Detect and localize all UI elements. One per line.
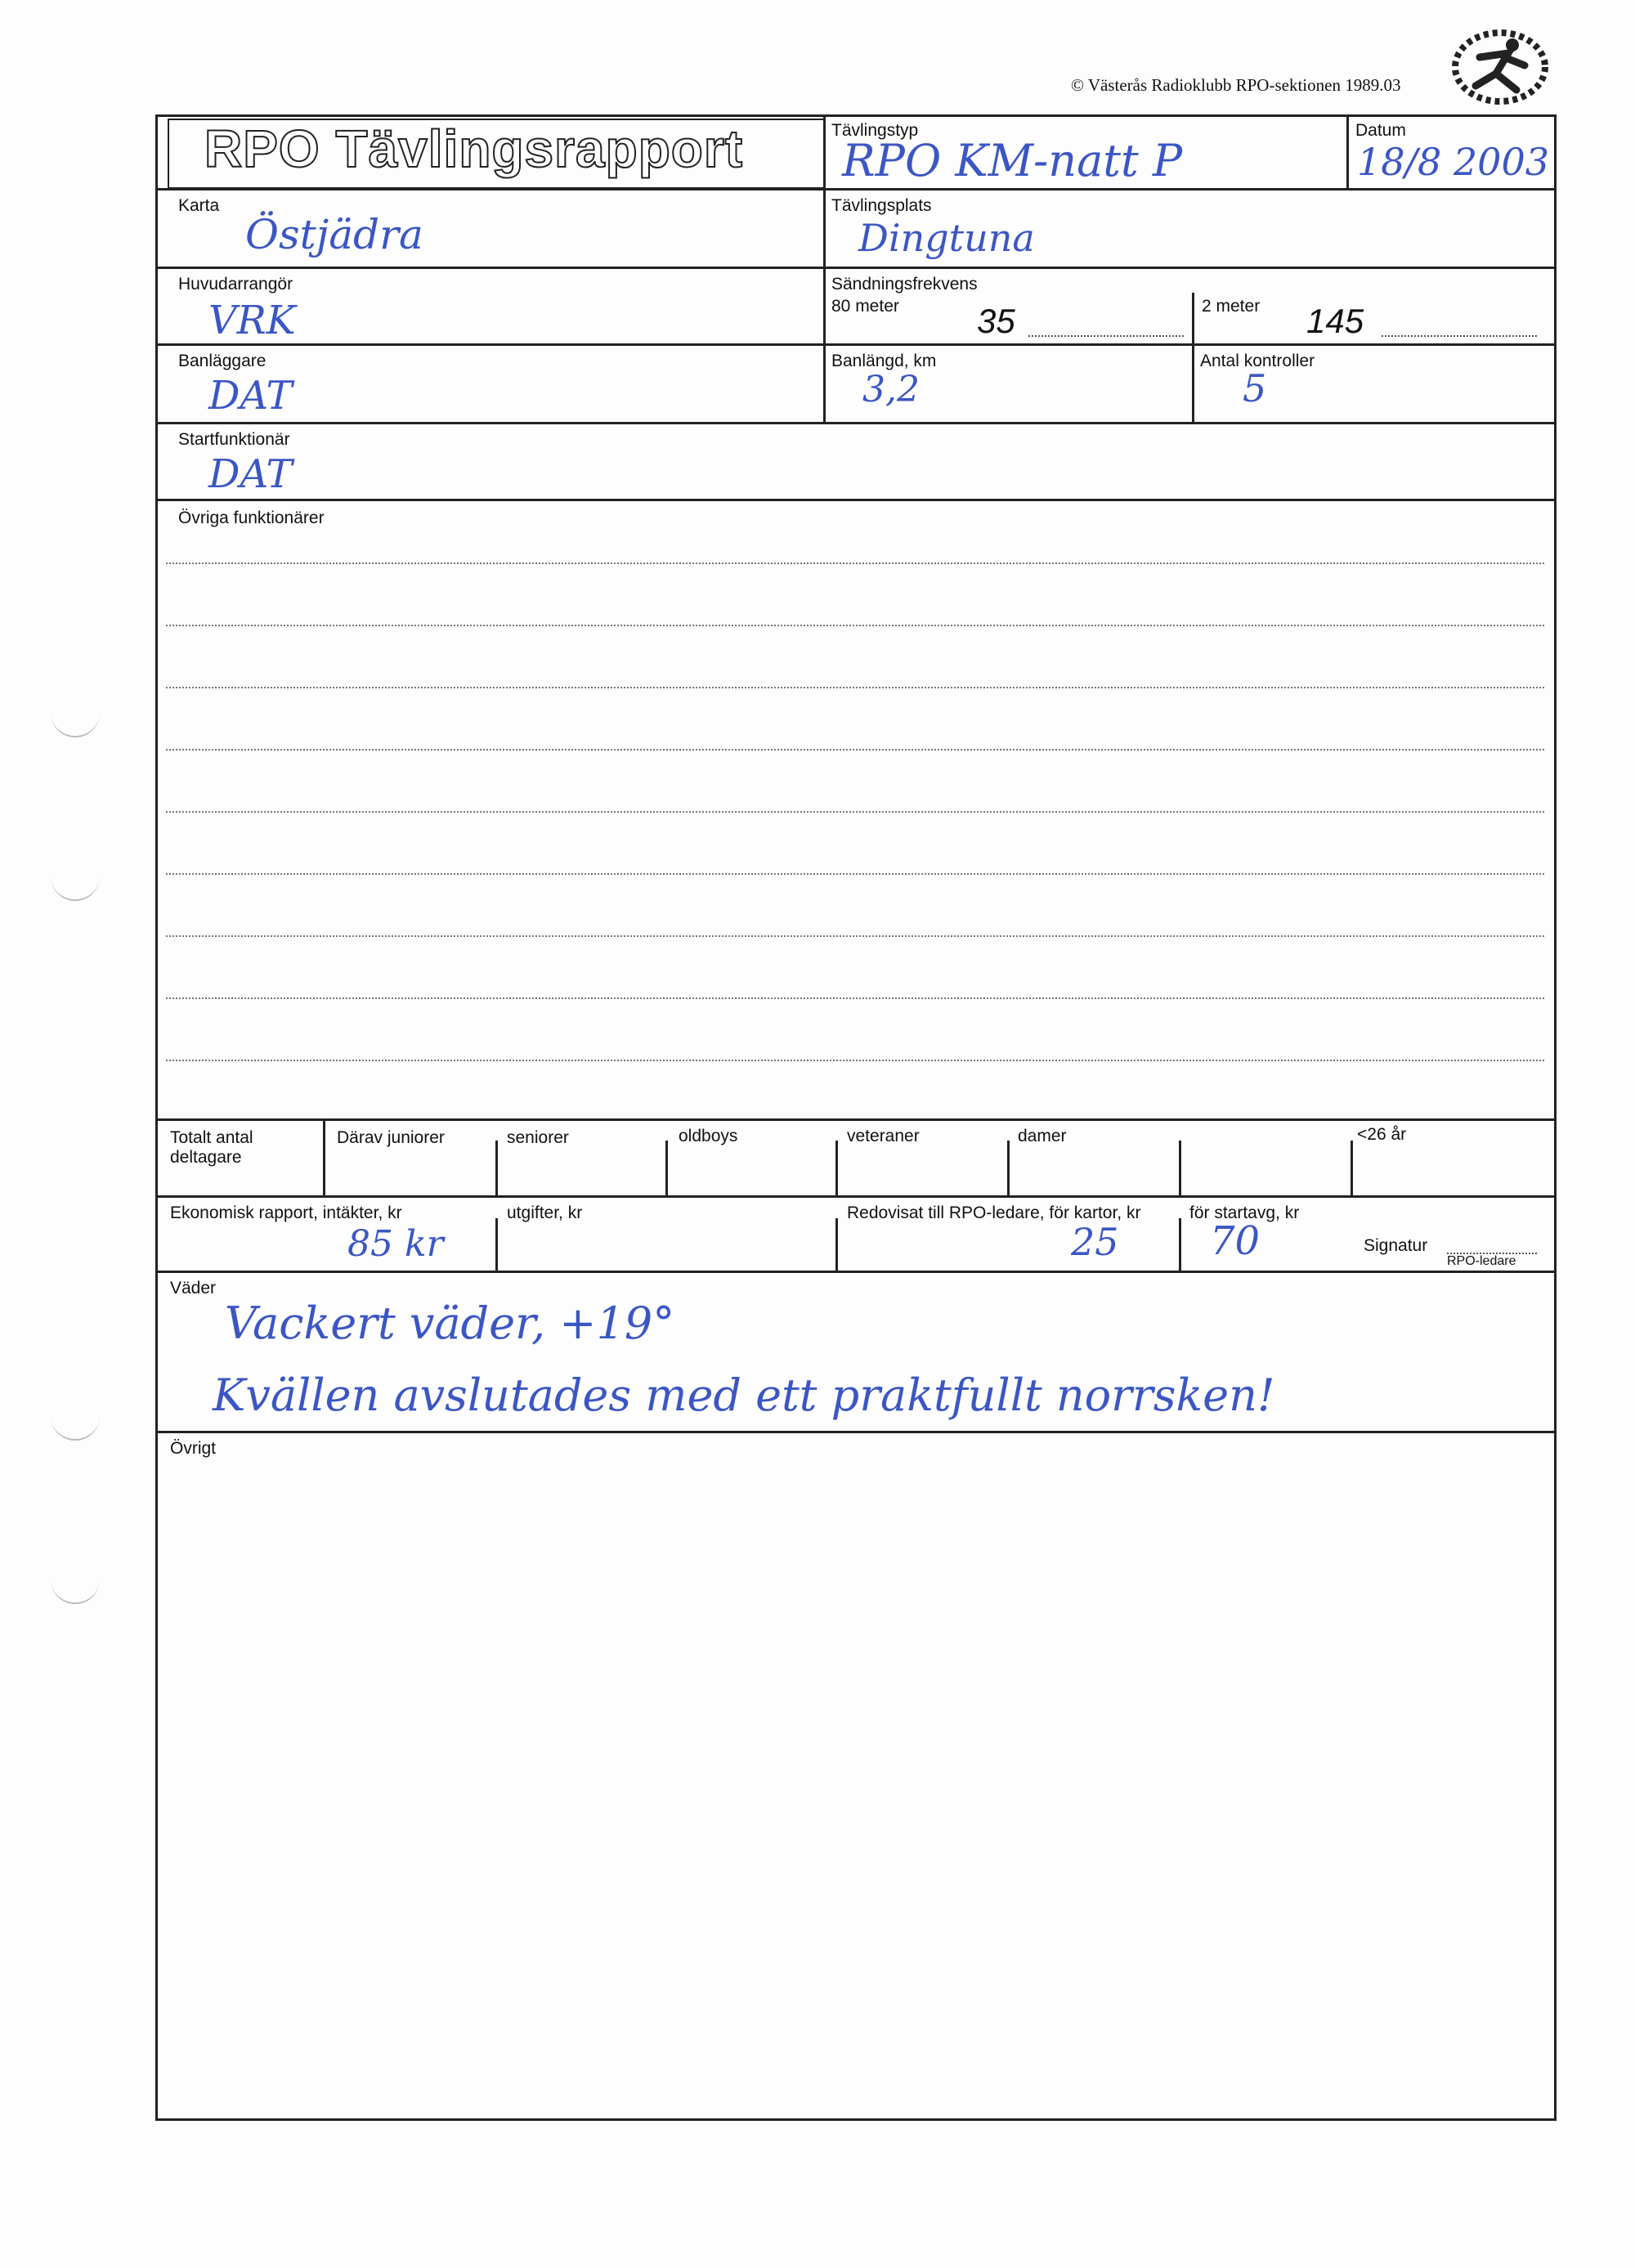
dotted-leader — [1028, 335, 1184, 337]
writing-line[interactable] — [166, 935, 1544, 937]
banlangd-value[interactable]: 3,2 — [862, 369, 920, 410]
banlaggare-label: Banläggare — [178, 352, 267, 370]
banlaggare-value[interactable]: DAT — [208, 373, 293, 419]
column-divider — [1179, 1141, 1181, 1195]
column-divider — [1007, 1141, 1010, 1195]
sandningsfrekvens-label: Sändningsfrekvens — [831, 275, 978, 294]
punch-hole-mark — [51, 1570, 100, 1604]
startfunktionar-value[interactable]: DAT — [208, 451, 293, 497]
row-divider — [155, 422, 1554, 424]
karta-value[interactable]: Östjädra — [245, 211, 423, 258]
column-divider — [1346, 114, 1349, 190]
datum-label: Datum — [1355, 121, 1406, 140]
ovrigt-label: Övrigt — [170, 1439, 217, 1458]
column-divider — [835, 1141, 838, 1195]
frekvens-80m-label: 80 meter — [831, 297, 899, 316]
juniorer-label: Därav juniorer — [337, 1128, 445, 1147]
signatur-label: Signatur — [1364, 1236, 1428, 1255]
row-divider — [155, 188, 1554, 190]
vader-label: Väder — [170, 1279, 217, 1298]
tavlingsplats-label: Tävlingsplats — [831, 196, 932, 215]
form-title: RPO Tävlingsrapport — [204, 119, 744, 178]
column-divider — [323, 1118, 325, 1195]
ovriga-funktionarer-label: Övriga funktionärer — [178, 509, 325, 527]
column-divider — [1179, 1218, 1181, 1271]
column-divider — [665, 1141, 668, 1195]
antal-kontroller-label: Antal kontroller — [1200, 352, 1315, 370]
column-divider — [1351, 1141, 1353, 1195]
seniorer-label: seniorer — [507, 1128, 569, 1147]
vader-line-2[interactable]: Kvällen avslutades med ett praktfullt norrsken! — [213, 1369, 1275, 1421]
signatur-sub-label: RPO-ledare — [1447, 1254, 1516, 1268]
huvudarrangor-value[interactable]: VRK — [208, 298, 296, 343]
row-divider — [155, 267, 1554, 269]
row-divider — [155, 499, 1554, 501]
row-divider — [155, 1271, 1554, 1273]
frekvens-2m-value[interactable]: 145 — [1306, 302, 1364, 340]
row-divider — [155, 1431, 1554, 1433]
vader-line-1[interactable]: Vackert väder, +19° — [225, 1298, 675, 1349]
intakter-label: Ekonomisk rapport, intäkter, kr — [170, 1203, 402, 1222]
column-divider — [1192, 293, 1194, 422]
row-divider — [155, 1118, 1554, 1121]
column-divider — [495, 1141, 498, 1195]
runner-logo-icon — [1447, 25, 1553, 106]
redovisat-label: Redovisat till RPO-ledare, för kartor, kr — [847, 1203, 1141, 1222]
karta-label: Karta — [178, 196, 220, 215]
startavg-value[interactable]: 70 — [1210, 1218, 1261, 1264]
oldboys-label: oldboys — [679, 1127, 738, 1145]
row-divider — [155, 343, 1554, 346]
column-divider — [823, 343, 826, 422]
punch-hole-mark — [51, 703, 100, 737]
column-divider — [495, 1218, 498, 1271]
intakter-value[interactable]: 85 kr — [347, 1223, 444, 1265]
totalt-antal-deltagare-label: Totalt antal deltagare — [170, 1128, 253, 1167]
ovrigt-field[interactable] — [167, 1463, 1540, 2109]
startavg-label: för startavg, kr — [1189, 1203, 1300, 1222]
kartor-value[interactable]: 25 — [1071, 1220, 1119, 1264]
writing-line[interactable] — [166, 997, 1544, 999]
writing-line[interactable] — [166, 563, 1544, 564]
punch-hole-mark — [51, 1406, 100, 1441]
veteraner-label: veteraner — [847, 1127, 920, 1145]
tavlingstyp-label: Tävlingstyp — [831, 121, 919, 140]
writing-line[interactable] — [166, 625, 1544, 626]
copyright-text: © Västerås Radioklubb RPO-sektionen 1989.03 — [1071, 75, 1401, 95]
utgifter-label: utgifter, kr — [507, 1203, 583, 1222]
writing-line[interactable] — [166, 1060, 1544, 1061]
punch-hole-mark — [51, 867, 100, 901]
writing-line[interactable] — [166, 873, 1544, 875]
antal-kontroller-value[interactable]: 5 — [1243, 366, 1267, 410]
datum-value[interactable]: 18/8 2003 — [1357, 140, 1549, 184]
writing-line[interactable] — [166, 749, 1544, 751]
tavlingsplats-value[interactable]: Dingtuna — [858, 216, 1035, 260]
column-divider — [835, 1218, 838, 1271]
banlangd-label: Banlängd, km — [831, 352, 937, 370]
under-26-label: <26 år — [1357, 1125, 1407, 1144]
dotted-leader — [1382, 335, 1537, 337]
tavlingstyp-value[interactable]: RPO KM-natt P — [842, 135, 1183, 186]
frekvens-80m-value[interactable]: 35 — [977, 302, 1015, 340]
damer-label: damer — [1018, 1127, 1067, 1145]
frekvens-2m-label: 2 meter — [1202, 297, 1261, 316]
row-divider — [155, 1195, 1554, 1198]
huvudarrangor-label: Huvudarrangör — [178, 275, 293, 294]
startfunktionar-label: Startfunktionär — [178, 430, 290, 449]
writing-line[interactable] — [166, 687, 1544, 688]
writing-line[interactable] — [166, 811, 1544, 813]
